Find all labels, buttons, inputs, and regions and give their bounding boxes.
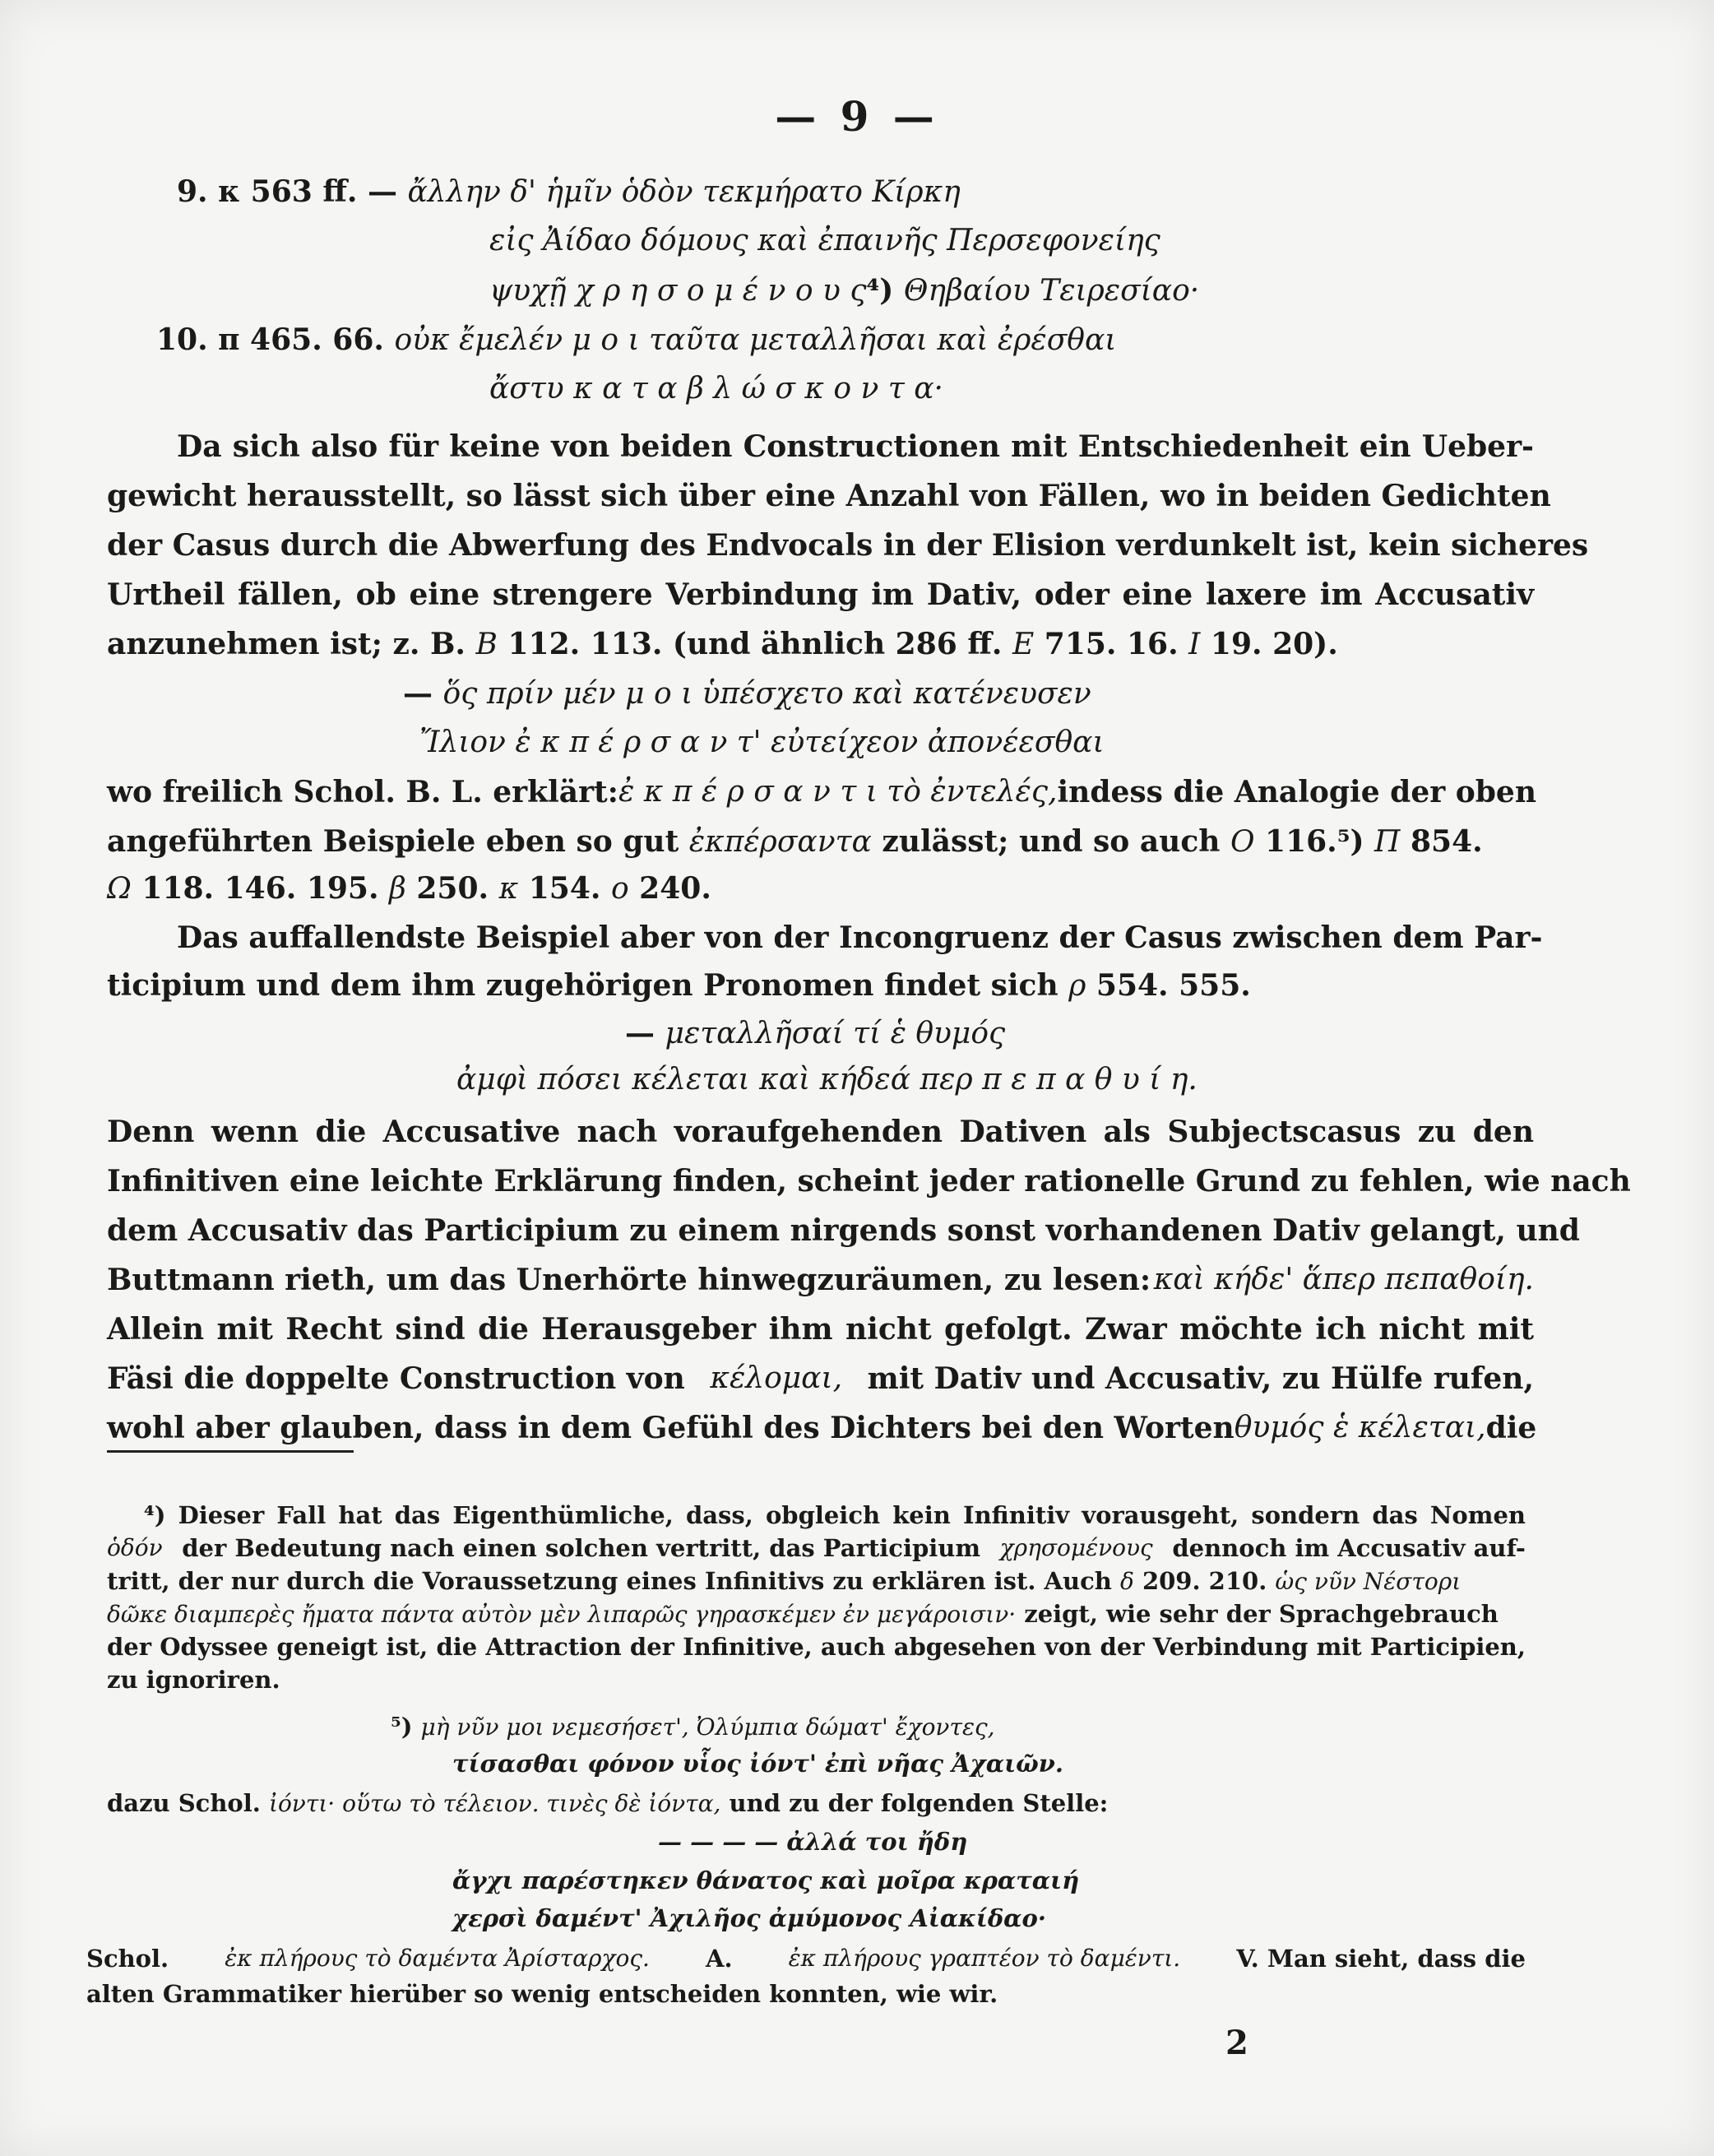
greek-quote: ἰόντι· οὕτω τὸ τέλειον. τινὲς δὲ ἰόντα, [268, 1790, 721, 1817]
reference: π 465. 66. [218, 322, 395, 357]
text-span: 554. 555. [1086, 968, 1251, 1003]
greek-quote: κέλομαι, [710, 1361, 843, 1395]
footnote-line [107, 1789, 1109, 1817]
paragraph-line [107, 1411, 1537, 1445]
greek-quote: μεταλλῆσαί τί ἑ θυμός [665, 1017, 1006, 1050]
greek-quote: καὶ κήδε' ἅπερ πεπαθοίη. [1153, 1263, 1534, 1296]
greek-quote: ἐ κ π έ ρ σ α ν τ ι τὸ ἐντελές, [618, 775, 1058, 809]
greek-verse: Ἴλιον ἐ κ π έ ρ σ α ν τ' εὐτείχεον ἀπονέεσθαι [419, 726, 1105, 759]
text-span: ticipium und dem ihm zugehörigen Pronomen findet sich [107, 968, 1069, 1003]
text-span: Schol. [86, 1945, 169, 1973]
dash: — [403, 676, 443, 711]
dash: — [625, 1016, 665, 1050]
footnote-line: alten Grammatiker hierüber so wenig entscheiden konnten, wie wir. [86, 1980, 998, 2008]
paragraph-line: dem Accusativ das Participium zu einem nirgends sonst vorhandenen Dativ gelangt, und [107, 1213, 1580, 1248]
paragraph-line: Das auffallendste Beispiel aber von der Incongruenz der Casus zwischen dem Par- [177, 920, 1543, 955]
text-span: Fäsi die doppelte Construction von [107, 1361, 685, 1396]
greek-quote: ἐκ πλήρους γραπτέον τὸ δαμέντι. [788, 1945, 1181, 1972]
footnote-line [107, 1534, 1526, 1562]
reference: κ 563 ff. [218, 174, 358, 209]
greek-book: δ [1119, 1568, 1134, 1595]
greek-quote: οὐκ ἔμελέν μ ο ι ταῦτα μεταλλῆσαι καὶ ἐρέσθαι [394, 323, 1117, 357]
greek-book: Ι [1188, 628, 1201, 661]
greek-verse: εἰς Ἀίδαο δόμους καὶ ἐπαινῆς Περσεφονείης [489, 224, 1160, 257]
paragraph-line: Urtheil fällen, ob eine strengere Verbindung im Dativ, oder eine laxere im Accusativ [107, 577, 1534, 612]
text-span: tritt, der nur durch die Voraussetzung eines Infinitivs zu erklären ist. Auch [107, 1567, 1120, 1595]
paragraph-line [107, 871, 711, 906]
greek-quote: ἐκ πλήρους τὸ δαμέντα Ἀρίσταρχος. [225, 1945, 650, 1972]
greek-quote: ἐκπέρσαντα [688, 825, 872, 859]
greek-quote: ὅς πρίν μέν μ ο ι ὑπέσχετο καὶ κατένευσεν [442, 677, 1091, 711]
paragraph-line: Infinitiven eine leichte Erklärung finden, scheint jeder rationelle Grund zu fehlen, wie nach [107, 1164, 1631, 1199]
footnote-marker: ⁵) [391, 1713, 421, 1741]
text-line [489, 273, 1200, 308]
paragraph-line: Allein mit Recht sind die Herausgeber ihm nicht gefolgt. Zwar möchte ich nicht mit [107, 1312, 1534, 1347]
text-span: 19. 20). [1200, 627, 1338, 661]
text-span: angeführten Beispiele eben so gut [107, 824, 689, 859]
text-span: zulässt; und so auch [871, 824, 1230, 859]
text-span: indess die Analogie der oben [1057, 775, 1537, 809]
footnote-verse: τίσασθαι φόνον υἷος ἰόντ' ἐπὶ νῆας Ἀχαιῶν. [452, 1750, 1063, 1778]
text-span: dazu Schol. [107, 1789, 269, 1817]
footnote-line: ⁴) Dieser Fall hat das Eigenthümliche, dass, obgleich kein Infinitiv vorausgeht, sondern das Nomen [144, 1501, 1526, 1529]
footnote-verse: — — — — ἀλλά τοι ἤδη [658, 1828, 968, 1856]
greek-book: ο [610, 872, 629, 906]
paragraph-line [107, 1361, 1534, 1396]
text-span: mit Dativ und Accusativ, zu Hülfe rufen, [867, 1361, 1534, 1396]
greek-quote: ἄλλην δ' ἡμῖν ὁδὸν τεκμήρατο Κίρκη [407, 175, 961, 209]
text-line [403, 676, 1091, 711]
paragraph-line [107, 775, 1537, 809]
paragraph-line [107, 1265, 1534, 1295]
greek-term: χρησομένους [999, 1534, 1153, 1561]
greek-verse: ἄστυ κ α τ α β λ ώ σ κ ο ν τ α· [489, 372, 943, 406]
text-span: 240. [628, 871, 711, 906]
footnote-line [86, 1947, 1526, 1971]
text-span: Buttmann rieth, um das Unerhörte hinwegzuräumen, zu lesen: [107, 1263, 1151, 1297]
text-span: 116.⁵) [1254, 824, 1375, 859]
text-span: die [1485, 1411, 1537, 1445]
page-number: — 9 — [775, 92, 939, 141]
text-span: der Bedeutung nach einen solchen vertritt, das Participium [182, 1534, 981, 1562]
text-span: V. Man sieht, dass die [1236, 1945, 1526, 1973]
paragraph-line [107, 824, 1483, 859]
text-line [625, 1018, 1005, 1049]
greek-book: Ω [107, 872, 132, 906]
signature-mark: 2 [1225, 2024, 1248, 2062]
paragraph-line [107, 968, 1251, 1003]
footnote-line [107, 1569, 1461, 1593]
text-span: wo freilich Schol. B. L. erklärt: [107, 775, 618, 809]
greek-quote: δῶκε διαμπερὲς ἤματα πάντα αὐτὸν μὲν λιπαρῶς γηρασκέμεν ἐν μεγάροισιν· [107, 1601, 1017, 1628]
text-line [177, 174, 961, 209]
greek-book: Π [1374, 825, 1401, 859]
text-span: dennoch im Accusativ auf- [1172, 1534, 1526, 1562]
greek-quote: ψυχῇ χ ρ η σ ο μ έ ν ο υ ς [489, 274, 867, 308]
text-span: 250. [405, 871, 499, 906]
greek-book: β [389, 872, 406, 906]
paragraph-line: Denn wenn die Accusative nach voraufgehenden Dativen als Subjectscasus zu den [107, 1115, 1534, 1149]
greek-verse: μὴ νῦν μοι νεμεσήσετ', Ὀλύμπια δώματ' ἔχοντες, [420, 1713, 995, 1741]
footnote-line: der Odyssee geneigt ist, die Attraction der Infinitive, auch abgesehen von der Verbindung mit Participien, [107, 1633, 1526, 1661]
greek-book: Ο [1230, 825, 1255, 859]
greek-book: κ [498, 872, 519, 906]
footnote-marker: ⁴) [866, 273, 894, 308]
text-span: 118. 146. 195. [131, 871, 390, 906]
text-span: 854. [1400, 824, 1483, 859]
text-span: 154. [518, 871, 611, 906]
greek-book: Ε [1012, 628, 1035, 661]
footnote-verse: χερσὶ δαμέντ' Ἀχιλῆος ἀμύμονος Αἰακίδαο· [452, 1904, 1046, 1932]
greek-book: ρ [1068, 969, 1086, 1003]
line-number: 9. [177, 174, 219, 209]
line-number: 10. [156, 322, 219, 357]
dash: — [357, 174, 408, 209]
text-span: 715. 16. [1034, 627, 1189, 661]
text-line [156, 322, 1117, 357]
greek-quote: ὡς νῦν Νέστορι [1275, 1568, 1462, 1595]
footnote-line [391, 1715, 995, 1739]
text-span: 209. 210. [1133, 1567, 1276, 1595]
greek-quote: Θηβαίου Τειρεσίαο· [903, 274, 1200, 308]
greek-quote: θυμός ἑ κέλεται, [1234, 1411, 1486, 1444]
greek-verse: ἀμφὶ πόσει κέλεται καὶ κήδεά περ π ε π α θ υ ί η. [456, 1063, 1197, 1097]
paragraph-line: Da sich also für keine von beiden Constructionen mit Entschiedenheit ein Ueber- [177, 429, 1534, 464]
greek-book: Β [475, 628, 498, 661]
greek-term: ὁδόν [107, 1534, 163, 1561]
text-span: anzunehmen ist; z. B. [107, 627, 476, 661]
text-span: A. [705, 1945, 733, 1973]
text-span: und zu der folgenden Stelle: [720, 1789, 1109, 1817]
paragraph-line: gewicht herausstellt, so lässt sich über eine Anzahl von Fällen, wo in beiden Gedichten [107, 479, 1551, 513]
text-span: 112. 113. (und ähnlich 286 ff. [497, 627, 1012, 661]
text-span: zeigt, wie sehr der Sprachgebrauch [1016, 1600, 1499, 1628]
footnote-line [107, 1602, 1499, 1626]
text-span: wohl aber glauben, dass in dem Gefühl des Dichters bei den Worten [107, 1411, 1235, 1445]
footnote-verse: ἄγχι παρέστηκεν θάνατος καὶ μοῖρα κραταιή [452, 1866, 1080, 1894]
footnote-rule [107, 1450, 354, 1453]
paragraph-line [107, 629, 1338, 660]
paragraph-line: der Casus durch die Abwerfung des Endvocals in der Elision verdunkelt ist, kein sicheres [107, 528, 1589, 563]
footnote-line: zu ignoriren. [107, 1666, 280, 1694]
